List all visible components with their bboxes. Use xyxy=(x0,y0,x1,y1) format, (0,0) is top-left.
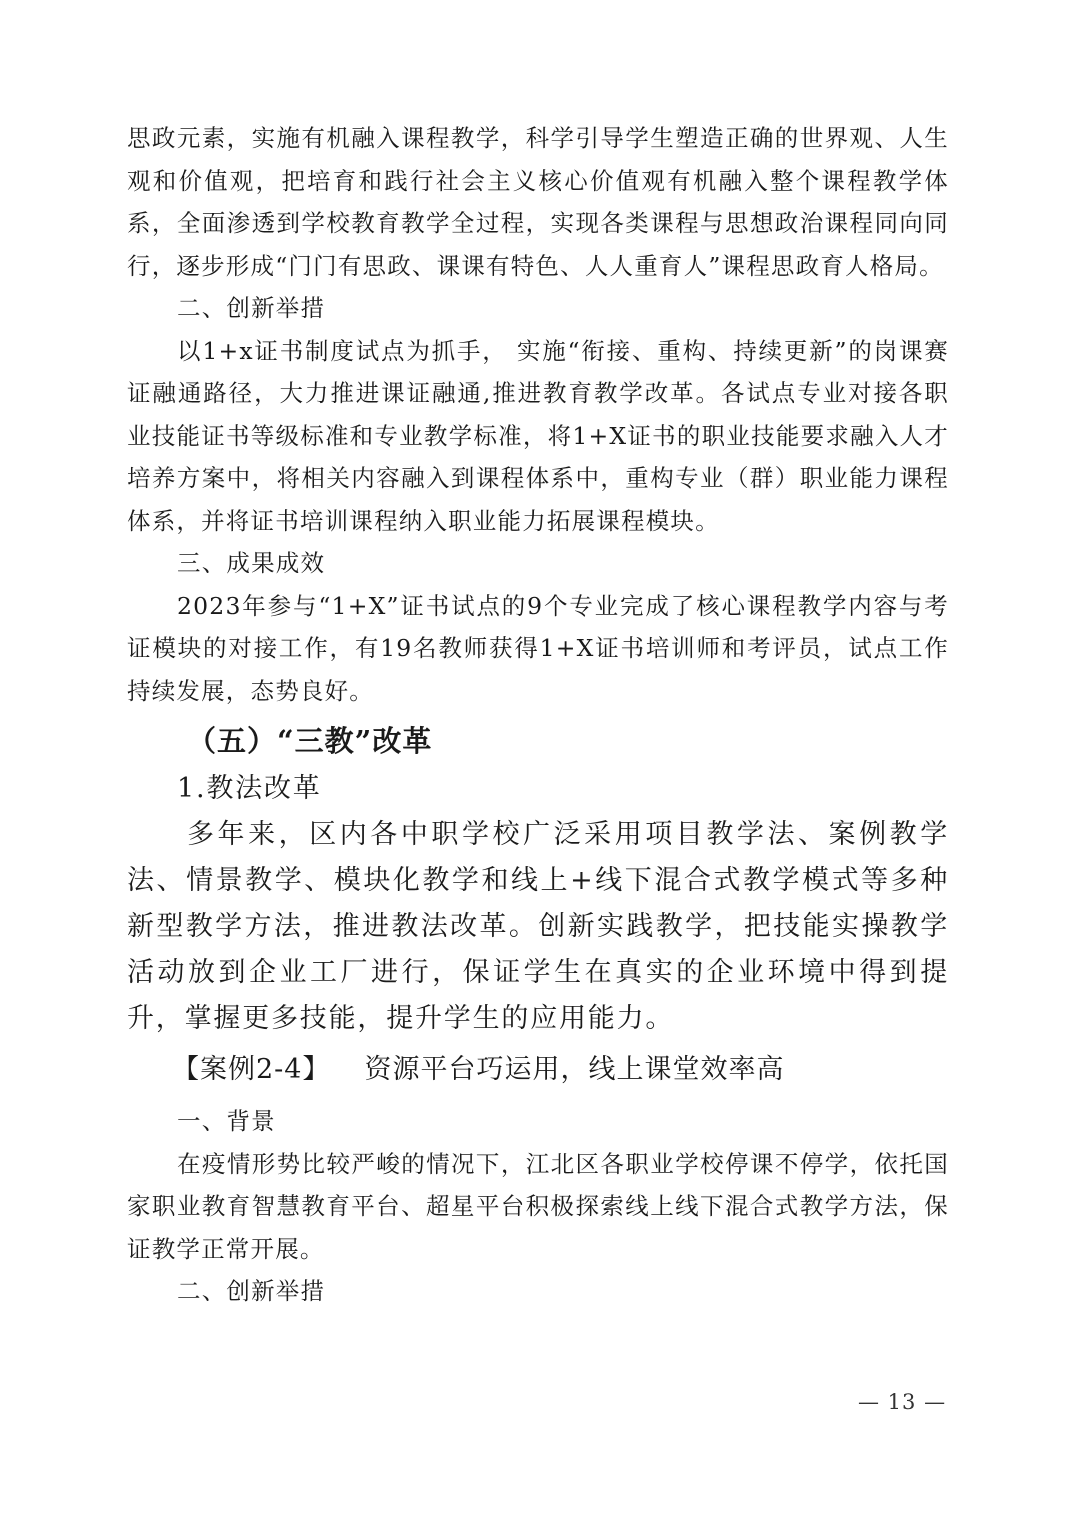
heading-achievements: 三、成果成效 xyxy=(177,549,326,577)
case-tag: 【案例2-4】 xyxy=(172,1054,331,1085)
paragraph-achievements: 2023年参与“1+X”证书试点的9个专业完成了核心课程教学内容与考证模块的对接工作，有19名教师获得1+X证书培训师和考评员，试点工作持续发展，态势良好。 xyxy=(127,591,949,705)
paragraph-teaching-method-reform: 多年来，区内各中职学校广泛采用项目教学法、案例教学法、情景教学、模块化教学和线上+线下混合式教学模式等多种新型教学方法，推进教法改革。创新实践教学，把技能实操教学活动放到企业工厂进行，保证学生在真实的企业环境中得到提升，掌握更多技能，提升学生的应用能力。 xyxy=(127,819,949,1034)
paragraph-certificate-pilot: 以1+x证书制度试点为抓手， 实施“衔接、重构、持续更新”的岗课赛证融通路径，大力推进课证融通,推进教育教学改革。各试点专业对接各职业技能证书等级标准和专业教学标准，将1+X证书的职业技能要求融入人才培养方案中，将相关内容融入到课程体系中，重构专业（群）职业能力课程体系，并将证书培训课程纳入职业能力拓展课程模块。 xyxy=(127,336,949,535)
heading-innovation-measures: 二、创新举措 xyxy=(177,294,326,322)
document-body xyxy=(127,117,949,1313)
paragraph-background: 在疫情形势比较严峻的情况下，江北区各职业学校停课不停学，依托国家职业教育智慧教育平台、超星平台积极探索线上线下混合式教学方法，保证教学正常开展。 xyxy=(127,1149,949,1263)
page-number: — 13 — xyxy=(858,1390,947,1414)
heading-background: 一、背景 xyxy=(177,1107,276,1135)
section-title-three-reforms: （五）“三教”改革 xyxy=(187,724,433,758)
case-title xyxy=(127,1044,949,1096)
subtitle-teaching-method-reform: 1.教法改革 xyxy=(177,773,322,804)
case-title-text: 资源平台巧运用，线上课堂效率高 xyxy=(364,1054,785,1085)
heading-innovation-measures-2: 二、创新举措 xyxy=(177,1277,326,1305)
paragraph-ideology-elements: 思政元素，实施有机融入课程教学，科学引导学生塑造正确的世界观、人生观和价值观，把培育和践行社会主义核心价值观有机融入整个课程教学体系，全面渗透到学校教育教学全过程，实现各类课程与思想政治课程同向同行，逐步形成“门门有思政、课课有特色、人人重育人”课程思政育人格局。 xyxy=(127,124,949,280)
